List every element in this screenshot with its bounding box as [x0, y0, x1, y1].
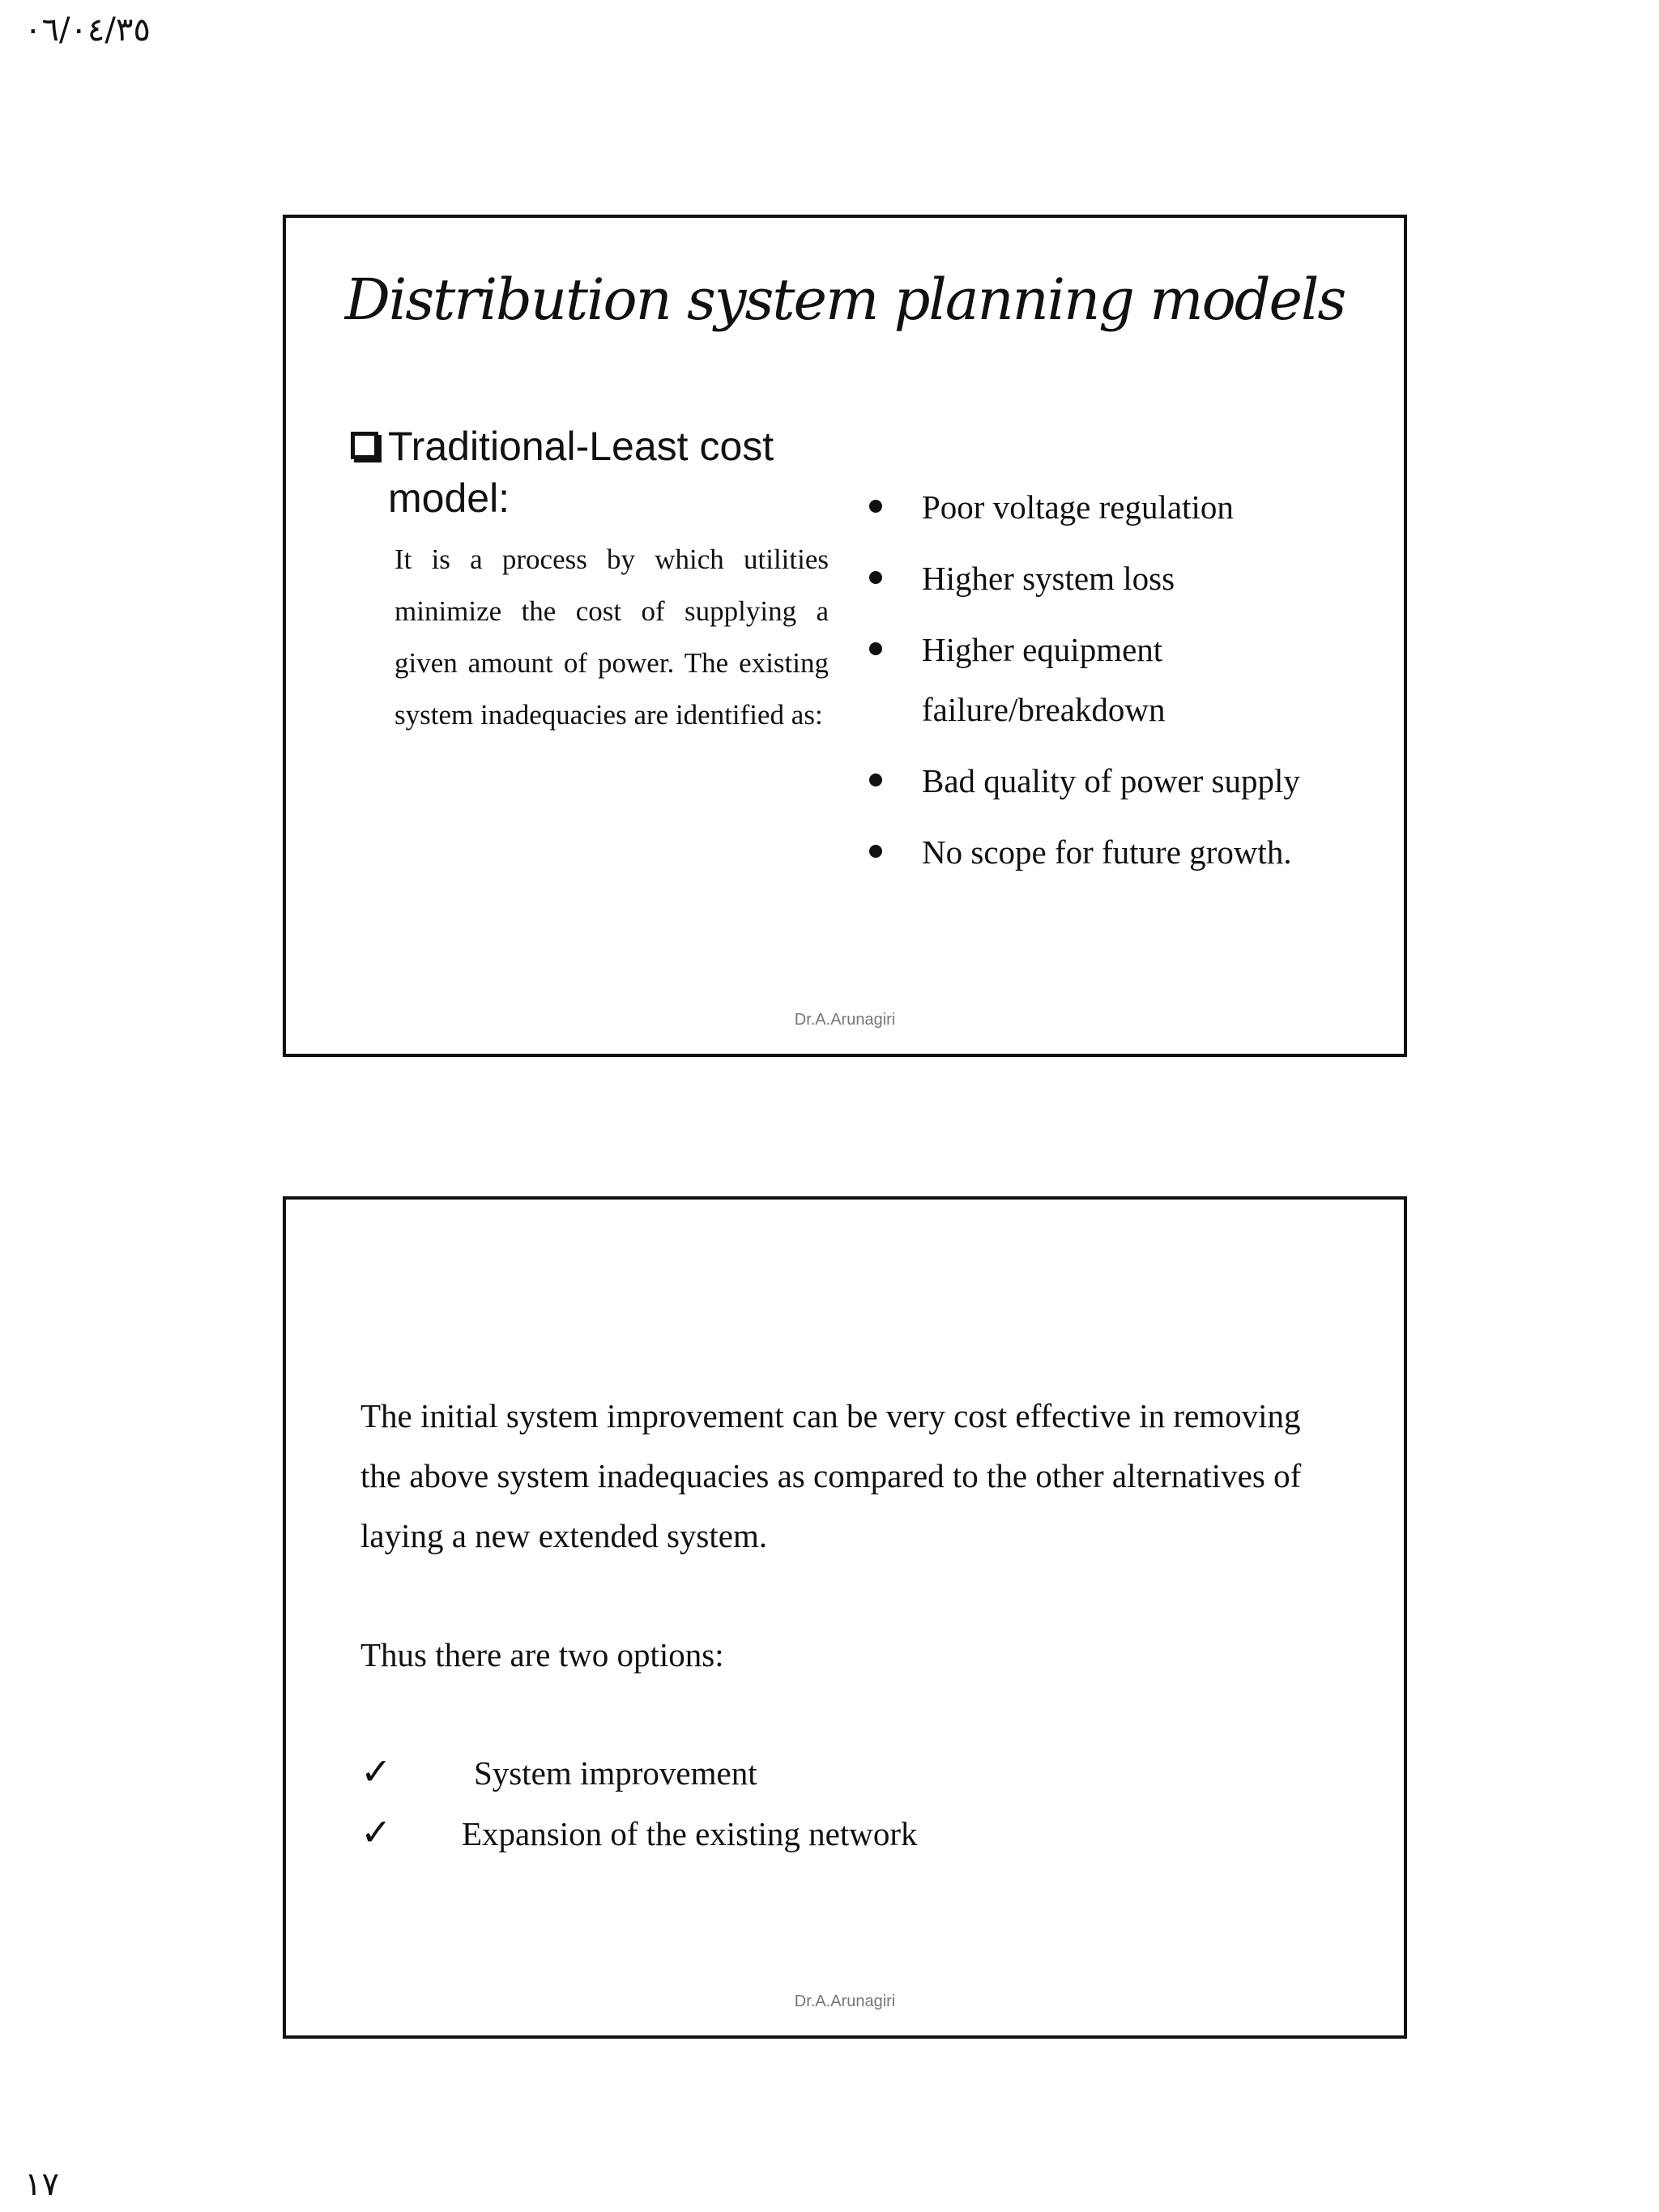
- checkbox-bullet-icon: [351, 432, 378, 459]
- list-item-text: Higher equipment failure/breakdown: [922, 631, 1166, 728]
- slide-footer: Dr.A.Arunagiri: [794, 1993, 896, 2010]
- option-text: System improvement: [474, 1754, 757, 1792]
- option-text: Expansion of the existing network: [462, 1815, 918, 1852]
- list-item: [869, 477, 1388, 537]
- list-item: [869, 822, 1388, 882]
- inadequacies-list: [869, 477, 1388, 893]
- list-item-text: Higher system loss: [922, 560, 1175, 597]
- page-date: ٠٦/٠٤/٣٥: [24, 11, 151, 49]
- list-item-text: Bad quality of power supply: [922, 762, 1300, 799]
- checkmark-icon: ✓: [360, 1751, 392, 1792]
- list-item: [869, 620, 1388, 739]
- section-heading-text: Traditional-Least cost model:: [388, 424, 774, 521]
- list-item: [869, 751, 1388, 811]
- bullet-icon: [869, 845, 882, 858]
- page-number: ١٧: [24, 2166, 59, 2203]
- options-lead: Thus there are two options:: [360, 1636, 724, 1673]
- options-list: [360, 1742, 918, 1864]
- description-paragraph: It is a process by which utilities minimize the cost of supplying a given amount of power. The existing system inadequacies are identified as:: [394, 543, 829, 731]
- option-item: [360, 1803, 918, 1864]
- option-item: [360, 1742, 918, 1803]
- bullet-icon: [869, 500, 882, 513]
- slide-1: [283, 215, 1407, 1057]
- list-item-text: No scope for future growth.: [922, 833, 1292, 871]
- list-item: [869, 548, 1388, 608]
- section-heading: [351, 420, 804, 524]
- bullet-icon: [869, 571, 882, 584]
- bullet-icon: [869, 642, 882, 655]
- slide-footer: Dr.A.Arunagiri: [794, 1011, 896, 1029]
- slide-title: Distribution system planning models: [344, 266, 1346, 333]
- checkmark-icon: ✓: [360, 1812, 392, 1853]
- bullet-icon: [869, 774, 882, 786]
- list-item-text: Poor voltage regulation: [922, 488, 1234, 526]
- slide-2: [283, 1196, 1407, 2039]
- improvement-paragraph: The initial system improvement can be very cost effective in removing the above system inadequacies as compared to the other alternatives of laying a new extended system.: [360, 1397, 1302, 1554]
